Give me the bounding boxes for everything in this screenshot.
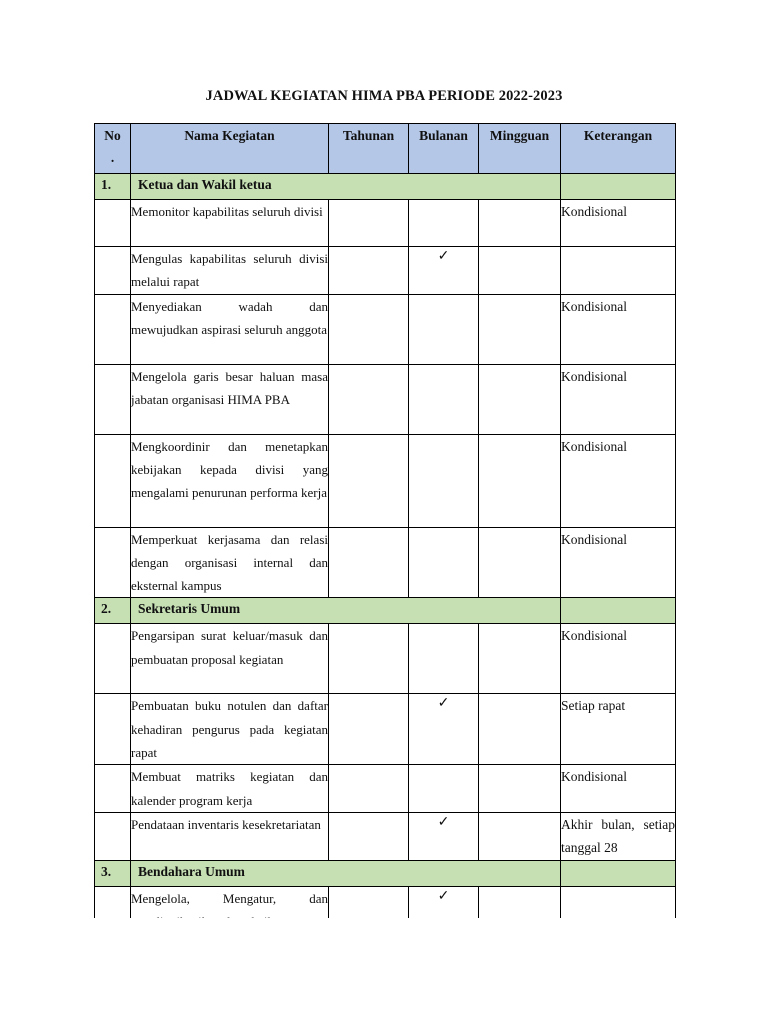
keterangan-cell: Kondisional <box>561 765 676 813</box>
keterangan-cell: Setiap rapat <box>561 694 676 765</box>
no-cell <box>95 247 131 295</box>
header-keterangan: Keterangan <box>561 124 676 174</box>
header-mingguan: Mingguan <box>479 124 561 174</box>
header-nama-kegiatan: Nama Kegiatan <box>131 124 329 174</box>
activity-name: Memperkuat kerjasama dan relasi dengan organisasi internal dan eksternal kampus <box>131 527 329 598</box>
table-row <box>95 434 676 527</box>
no-cell <box>95 812 131 860</box>
table-row <box>95 765 676 813</box>
mingguan-cell <box>479 694 561 765</box>
tahunan-cell <box>329 364 409 434</box>
document-title: JADWAL KEGIATAN HIMA PBA PERIODE 2022-2023 <box>205 88 563 104</box>
header-bulanan: Bulanan <box>409 124 479 174</box>
bulanan-check-icon: ✓ <box>409 247 479 295</box>
no-cell <box>95 364 131 434</box>
activity-name: Mengelola, Mengatur, dan <box>131 886 329 956</box>
bulanan-cell <box>409 527 479 598</box>
keterangan-cell: Akhir bulan, setiap tanggal 28 <box>561 812 676 860</box>
activity-name: Membuat matriks kegiatan dan kalender program kerja <box>131 765 329 813</box>
tahunan-cell <box>329 812 409 860</box>
section-number: 1. <box>95 174 131 200</box>
keterangan-cell: Kondisional <box>561 294 676 364</box>
schedule-table <box>94 123 676 957</box>
table-row <box>95 294 676 364</box>
tahunan-cell <box>329 694 409 765</box>
tahunan-cell <box>329 247 409 295</box>
no-cell <box>95 765 131 813</box>
section-row <box>95 860 676 886</box>
bulanan-check-icon: ✓ <box>409 694 479 765</box>
section-number: 3. <box>95 860 131 886</box>
section-row <box>95 174 676 200</box>
table-row <box>95 812 676 860</box>
section-row <box>95 598 676 624</box>
section-blank-cell <box>561 174 676 200</box>
bulanan-cell <box>409 434 479 527</box>
mingguan-cell <box>479 765 561 813</box>
table-row <box>95 527 676 598</box>
activity-name: Menyediakan wadah dan mewujudkan aspirasi seluruh anggota <box>131 294 329 364</box>
bulanan-cell <box>409 624 479 694</box>
tahunan-cell <box>329 434 409 527</box>
mingguan-cell <box>479 624 561 694</box>
table-header-row <box>95 124 676 174</box>
activity-name: Mengulas kapabilitas seluruh divisi melalui rapat <box>131 247 329 295</box>
keterangan-cell <box>561 247 676 295</box>
keterangan-cell: Kondisional <box>561 364 676 434</box>
section-number: 2. <box>95 598 131 624</box>
section-name: Sekretaris Umum <box>131 598 561 624</box>
bulanan-check-icon: ✓ <box>409 812 479 860</box>
mingguan-cell <box>479 434 561 527</box>
section-blank-cell <box>561 598 676 624</box>
keterangan-cell: Kondisional <box>561 624 676 694</box>
table-row <box>95 624 676 694</box>
tahunan-cell <box>329 200 409 247</box>
no-cell <box>95 294 131 364</box>
bulanan-cell <box>409 364 479 434</box>
no-cell <box>95 624 131 694</box>
activity-name: Pendataan inventaris kesekretariatan <box>131 812 329 860</box>
bulanan-check-icon: ✓ <box>409 886 479 956</box>
section-name: Ketua dan Wakil ketua <box>131 174 561 200</box>
header-tahunan: Tahunan <box>329 124 409 174</box>
table-row <box>95 364 676 434</box>
no-cell <box>95 434 131 527</box>
no-cell <box>95 200 131 247</box>
activity-name: Mengkoordinir dan menetapkan kebijakan kepada divisi yang mengalami penurunan performa kerja <box>131 434 329 527</box>
mingguan-cell <box>479 247 561 295</box>
keterangan-cell: Kondisional <box>561 200 676 247</box>
bulanan-cell <box>409 765 479 813</box>
mingguan-cell <box>479 364 561 434</box>
mingguan-cell <box>479 294 561 364</box>
tahunan-cell <box>329 624 409 694</box>
tahunan-cell <box>329 765 409 813</box>
mingguan-cell <box>479 200 561 247</box>
bulanan-cell <box>409 200 479 247</box>
no-cell <box>95 694 131 765</box>
section-blank-cell <box>561 860 676 886</box>
mingguan-cell <box>479 812 561 860</box>
section-name: Bendahara Umum <box>131 860 561 886</box>
activity-name: Memonitor kapabilitas seluruh divisi <box>131 200 329 247</box>
keterangan-cell: Kondisional <box>561 527 676 598</box>
activity-name: Pengarsipan surat keluar/masuk dan pembuatan proposal kegiatan <box>131 624 329 694</box>
tahunan-cell <box>329 527 409 598</box>
tahunan-cell <box>329 294 409 364</box>
page-crop-mask <box>0 918 768 1024</box>
keterangan-cell: Kondisional <box>561 434 676 527</box>
bulanan-cell <box>409 294 479 364</box>
header-no: No . <box>95 124 131 174</box>
table-row <box>95 200 676 247</box>
no-cell <box>95 527 131 598</box>
table-row <box>95 247 676 295</box>
mingguan-cell <box>479 527 561 598</box>
table-row <box>95 694 676 765</box>
activity-name: Mengelola garis besar haluan masa jabatan organisasi HIMA PBA <box>131 364 329 434</box>
activity-name: Pembuatan buku notulen dan daftar kehadiran pengurus pada kegiatan rapat <box>131 694 329 765</box>
